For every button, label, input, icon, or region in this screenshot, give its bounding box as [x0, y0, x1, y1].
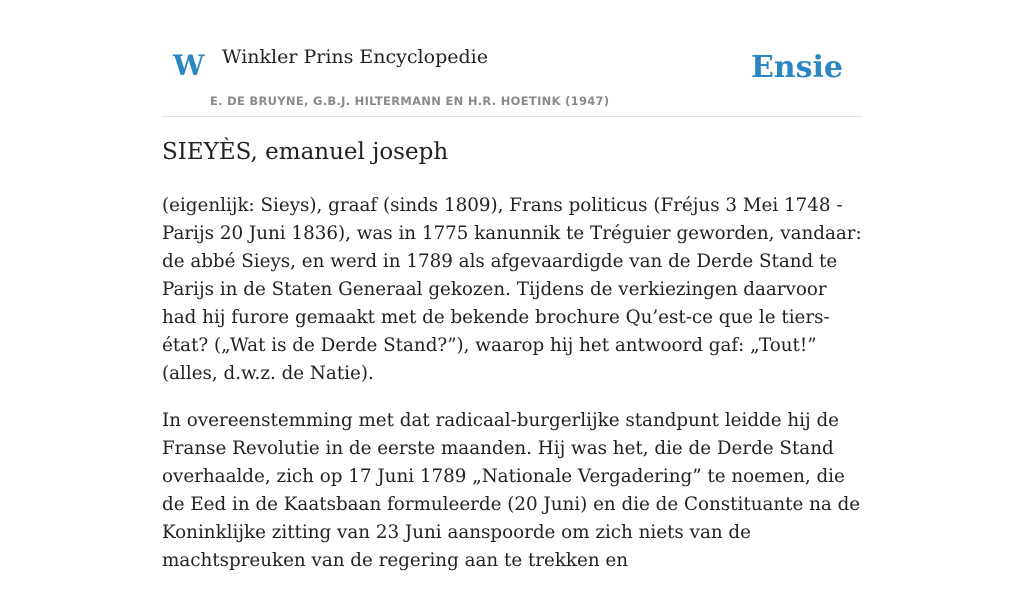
article-body	[162, 192, 862, 594]
ensie-logo[interactable]: Ensie	[750, 50, 843, 85]
article-title: SIEYÈS, emanuel joseph	[162, 139, 449, 165]
site-header	[162, 0, 862, 117]
article-paragraph: In overeenstemming met dat radicaal-burgerlijke standpunt leidde hij de Franse Revolutie in de eerste maanden. Hij was het, die de Derde Stand overhaalde, zich op 17 Juni 1789 „Nationale Vergadering” te noemen, die de Eed in de Kaatsbaan formuleerde (20 Juni) en die de Constituante na de Koninklijke zitting van 23 Juni aanspoorde om zich niets van de machtspreuken van de regering aan te trekken en	[162, 410, 861, 571]
source-authors: E. DE BRUYNE, G.B.J. HILTERMANN EN H.R. HOETINK (1947)	[210, 94, 610, 108]
logo-w-icon[interactable]: W	[173, 49, 205, 82]
site-name[interactable]: Winkler Prins Encyclopedie	[222, 46, 488, 68]
article-paragraph: (eigenlijk: Sieys), graaf (sinds 1809), Frans politicus (Fréjus 3 Mei 1748 - Parijs 20 Juni 1836), was in 1775 kanunnik te Tréguier geworden, vandaar: de abbé Sieys, en werd in 1789 als afgevaardigde van de Derde Stand te Parijs in de Staten Generaal gekozen. Tijdens de verkiezingen daarvoor had hij furore gemaakt met de bekende brochure Qu’est-ce que le tiers-état? („Wat is de Derde Stand?”), waarop hij het antwoord gaf: „Tout!” (alles, d.w.z. de Natie).	[162, 195, 862, 384]
